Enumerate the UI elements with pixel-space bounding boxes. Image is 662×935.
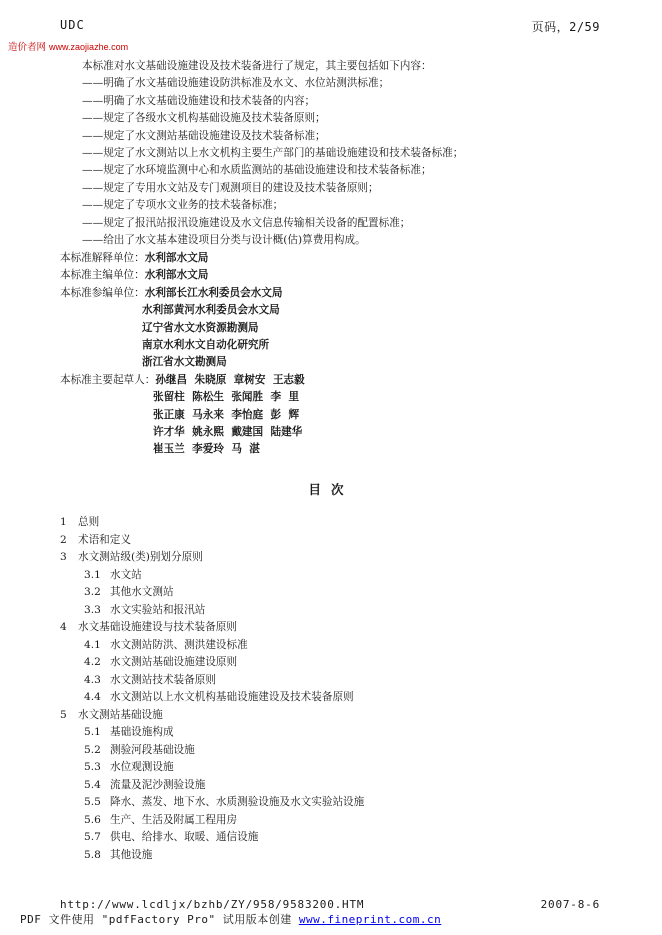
pdf-creator-note bbox=[20, 911, 441, 927]
toc-entry-text: 基础设施构成 bbox=[110, 726, 174, 738]
toc-entry-text: 术语和定义 bbox=[78, 533, 131, 546]
interpreter-row bbox=[60, 250, 620, 267]
participants-row bbox=[60, 285, 620, 302]
participant-unit: 南京水利水文自动化研究所 bbox=[142, 338, 270, 351]
toc-entry[interactable] bbox=[60, 829, 364, 847]
drafters-label: 本标准主要起草人： bbox=[60, 373, 156, 386]
toc-entry[interactable] bbox=[60, 707, 364, 725]
toc-entry-number: 2 bbox=[60, 533, 67, 546]
participant-unit: 浙江省水文勘测局 bbox=[142, 356, 227, 369]
interpreter-value: 水利部水文局 bbox=[144, 252, 209, 264]
drafters-row bbox=[60, 407, 620, 424]
toc-entry[interactable] bbox=[60, 514, 364, 532]
editor-row bbox=[60, 267, 620, 284]
toc-entry[interactable] bbox=[60, 794, 364, 812]
drafters-row bbox=[60, 372, 620, 389]
drafter-names: 许才华 姚永熙 戴建国 陆建华 bbox=[153, 425, 303, 438]
toc-entry[interactable] bbox=[60, 689, 364, 707]
intro-line: ——明确了水文基础设施建设防洪标准及水文、水位站测洪标准； bbox=[82, 77, 390, 90]
drafters-row bbox=[60, 424, 620, 441]
drafter-names: 崔玉兰 李爱玲 马 湛 bbox=[153, 443, 260, 456]
intro-line: ——规定了专项水文业务的技术装备标准； bbox=[82, 199, 284, 212]
intro-line: ——明确了水文基础设施建设和技术装备的内容； bbox=[82, 94, 316, 107]
toc-entry-number: 1 bbox=[60, 516, 67, 528]
toc-entry-text: 水文实验站和报汛站 bbox=[110, 603, 206, 616]
intro-section bbox=[82, 58, 463, 249]
participants-label: 本标准参编单位： bbox=[60, 286, 145, 299]
toc-entry-number: 4.3 bbox=[84, 673, 101, 686]
participants-row bbox=[60, 354, 620, 371]
toc-entry[interactable] bbox=[60, 777, 364, 795]
toc-entry-number: 5 bbox=[60, 708, 67, 721]
toc-entry-text: 水文测站技术装备原则 bbox=[110, 673, 216, 686]
toc-entry-text: 其他水文测站 bbox=[110, 586, 174, 598]
toc-entry-number: 5.6 bbox=[84, 813, 101, 826]
toc-entry[interactable] bbox=[60, 742, 364, 760]
toc-entry-number: 5.2 bbox=[84, 743, 101, 756]
table-of-contents bbox=[60, 514, 364, 864]
toc-entry-text: 水文测站防洪、测洪建设标准 bbox=[110, 638, 248, 651]
toc-entry-number: 3.2 bbox=[84, 586, 101, 598]
footer-date: 2007-8-6 bbox=[540, 898, 600, 911]
toc-entry-text: 降水、蒸发、地下水、水质测验设施及水文实验站设施 bbox=[110, 796, 365, 808]
toc-entry-text: 流量及泥沙测验设施 bbox=[110, 778, 206, 791]
intro-line: ——给出了水文基本建设项目分类与设计概(估)算费用构成。 bbox=[82, 233, 366, 246]
watermark-url[interactable]: www.zaojiazhe.com bbox=[49, 42, 129, 52]
toc-title: 目次 bbox=[308, 482, 354, 497]
toc-entry-text: 供电、给排水、取暖、通信设施 bbox=[110, 831, 259, 843]
toc-entry-number: 4.1 bbox=[84, 638, 101, 651]
participant-unit: 水利部黄河水利委员会水文局 bbox=[142, 304, 280, 317]
drafter-names: 张正康 马永来 李怡庭 彭 辉 bbox=[153, 408, 300, 421]
toc-entry-number: 5.5 bbox=[84, 796, 101, 808]
watermark[interactable] bbox=[8, 39, 128, 53]
toc-entry[interactable] bbox=[60, 637, 364, 655]
toc-entry-text: 水文测站以上水文机构基础设施建设及技术装备原则 bbox=[110, 691, 354, 703]
intro-line: ——规定了专用水文站及专门观测项目的建设及技术装备原则； bbox=[82, 181, 379, 194]
participants-row bbox=[60, 337, 620, 354]
toc-entry-number: 3.1 bbox=[84, 568, 101, 581]
participant-unit: 辽宁省水文水资源勘测局 bbox=[142, 321, 259, 334]
editor-label: 本标准主编单位： bbox=[60, 269, 145, 282]
toc-entry-number: 5.7 bbox=[84, 831, 101, 843]
toc-entry[interactable] bbox=[60, 602, 364, 620]
intro-line: ——规定了水文测站基础设施建设及技术装备标准； bbox=[82, 129, 326, 142]
toc-entry-text: 测验河段基础设施 bbox=[110, 743, 195, 756]
toc-entry[interactable] bbox=[60, 812, 364, 830]
intro-line: ——规定了水环境监测中心和水质监测站的基础设施建设和技术装备标准； bbox=[82, 164, 432, 177]
toc-entry-number: 5.4 bbox=[84, 778, 101, 791]
drafters-row bbox=[60, 441, 620, 458]
intro-line: ——规定了水文测站以上水文机构主要生产部门的基础设施建设和技术装备标准； bbox=[82, 146, 464, 159]
toc-entry-number: 3 bbox=[60, 551, 67, 563]
participants-row bbox=[60, 320, 620, 337]
toc-entry-text: 其他设施 bbox=[110, 848, 153, 861]
toc-entry-number: 4.2 bbox=[84, 656, 101, 668]
toc-entry[interactable] bbox=[60, 549, 364, 567]
participant-unit: 水利部长江水利委员会水文局 bbox=[144, 286, 283, 299]
toc-entry-number: 4 bbox=[60, 621, 67, 633]
toc-entry-text: 水文站 bbox=[110, 568, 142, 581]
toc-entry[interactable] bbox=[60, 847, 364, 865]
drafter-names: 孙继昌 朱晓原 章树安 王志毅 bbox=[155, 373, 305, 386]
intro-line: 本标准对水文基础设施建设及技术装备进行了规定，其主要包括如下内容： bbox=[82, 60, 432, 72]
toc-entry[interactable] bbox=[60, 724, 364, 742]
toc-entry-text: 水文基础设施建设与技术装备原则 bbox=[78, 621, 237, 633]
footer-source-url: http://www.lcdljx/bzhb/ZY/958/9583200.HTM bbox=[60, 898, 365, 911]
toc-entry-text: 水文测站基础设施 bbox=[78, 708, 163, 721]
drafters-row bbox=[60, 389, 620, 406]
toc-entry-text: 水文测站级(类)别划分原则 bbox=[78, 551, 203, 563]
toc-entry[interactable] bbox=[60, 654, 364, 672]
toc-entry-number: 5.3 bbox=[84, 761, 101, 773]
toc-entry-number: 5.1 bbox=[84, 726, 101, 738]
toc-entry[interactable] bbox=[60, 672, 364, 690]
intro-line: ——规定了报汛站报汛设施建设及水文信息传输相关设备的配置标准； bbox=[82, 216, 411, 229]
toc-entry[interactable] bbox=[60, 759, 364, 777]
toc-entry-number: 4.4 bbox=[84, 691, 101, 703]
participants-row bbox=[60, 302, 620, 319]
header-udc: UDC bbox=[60, 18, 85, 32]
toc-entry-text: 水文测站基础设施建设原则 bbox=[110, 656, 238, 668]
toc-entry[interactable] bbox=[60, 619, 364, 637]
drafter-names: 张留柱 陈松生 张闻胜 李 里 bbox=[153, 391, 300, 404]
editor-value: 水利部水文局 bbox=[144, 269, 209, 282]
toc-entry-number: 5.8 bbox=[84, 848, 101, 861]
watermark-site: 造价者网 bbox=[8, 42, 47, 53]
toc-entry-text: 总则 bbox=[78, 516, 100, 528]
fineprint-link[interactable]: www.fineprint.com.cn bbox=[298, 913, 442, 926]
toc-entry[interactable] bbox=[60, 532, 364, 550]
pdf-note-text: PDF 文件使用 "pdfFactory Pro" 试用版本创建 bbox=[20, 913, 299, 926]
header-page-number: 页码，2/59 bbox=[531, 20, 600, 34]
toc-entry[interactable] bbox=[60, 584, 364, 602]
intro-line: ——规定了各级水文机构基础设施及技术装备原则； bbox=[82, 112, 326, 125]
toc-entry[interactable] bbox=[60, 567, 364, 585]
toc-entry-text: 水位观测设施 bbox=[110, 761, 174, 773]
toc-entry-text: 生产、生活及附属工程用房 bbox=[110, 813, 238, 826]
interpreter-label: 本标准解释单位： bbox=[60, 252, 145, 264]
credits-section bbox=[60, 250, 620, 459]
toc-entry-number: 3.3 bbox=[84, 603, 101, 616]
